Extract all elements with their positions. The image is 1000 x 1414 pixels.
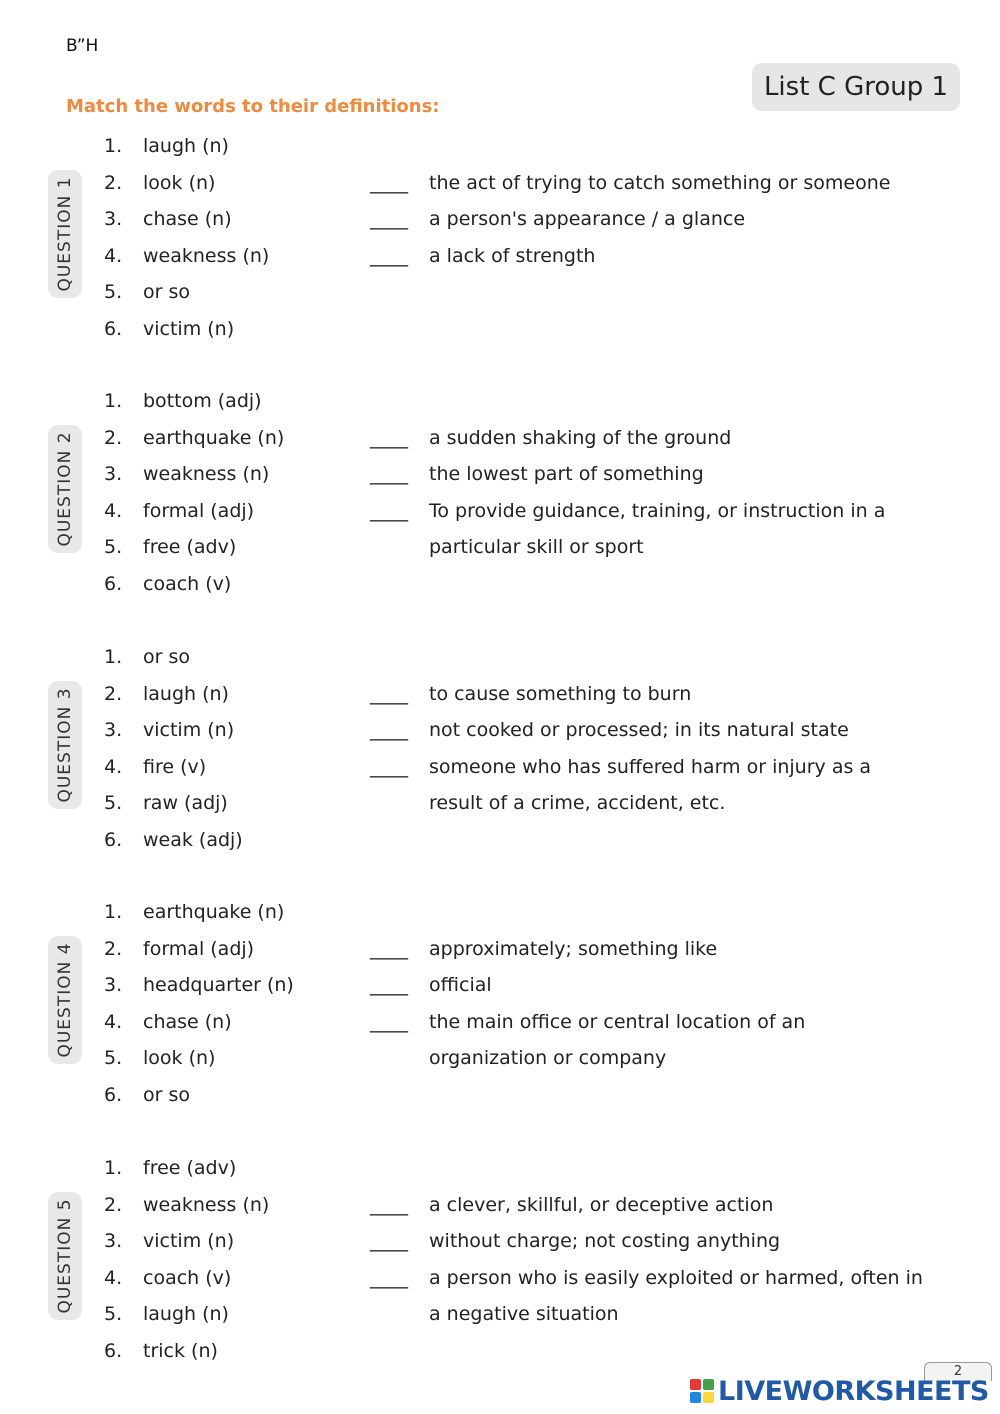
answer-blank[interactable]: ____ <box>370 1266 408 1289</box>
word-number: 5. <box>104 1303 123 1326</box>
question-label <box>48 1192 82 1320</box>
definition-text: without charge; not costing anything <box>429 1230 781 1253</box>
header-bh: B”H <box>66 36 99 56</box>
question-label <box>48 681 82 809</box>
question-block <box>0 639 1000 859</box>
logo-square-blue <box>690 1392 701 1403</box>
question-label-text: QUESTION 5 <box>55 1198 75 1314</box>
answer-blank[interactable]: ____ <box>370 1230 408 1253</box>
word-number: 3. <box>104 974 123 997</box>
word-number: 1. <box>104 390 123 412</box>
word-text: free (adv) <box>143 1157 237 1179</box>
word-text: weakness (n) <box>143 244 270 267</box>
word-number: 1. <box>104 901 123 923</box>
word-text: fire (v) <box>143 755 207 778</box>
word-number: 1. <box>104 135 123 157</box>
word-text: coach (v) <box>143 573 232 595</box>
word-text: bottom (adj) <box>143 390 262 412</box>
word-text: or so <box>143 281 190 304</box>
liveworksheets-logo-icon <box>690 1379 714 1403</box>
word-number: 4. <box>104 1010 123 1033</box>
answer-blank[interactable]: ____ <box>370 426 408 449</box>
word-text: or so <box>143 646 190 668</box>
definition-text: the lowest part of something <box>429 463 704 486</box>
word-text: look (n) <box>143 171 216 194</box>
word-number: 3. <box>104 719 123 742</box>
question-block <box>0 128 1000 348</box>
question-block <box>0 894 1000 1114</box>
word-number: 2. <box>104 1193 123 1216</box>
word-number: 2. <box>104 682 123 705</box>
word-text: chase (n) <box>143 208 232 231</box>
definition-text: a negative situation <box>429 1303 619 1326</box>
page-number-tab: 2 <box>924 1362 992 1381</box>
definition-text: the main office or central location of an <box>429 1010 806 1033</box>
word-text: coach (v) <box>143 1266 232 1289</box>
word-text: victim (n) <box>143 719 235 742</box>
word-number: 5. <box>104 536 123 559</box>
definition-text: particular skill or sport <box>429 536 644 559</box>
logo-square-red <box>690 1379 701 1390</box>
question-block <box>0 1150 1000 1370</box>
word-text: formal (adj) <box>143 937 255 960</box>
word-number: 3. <box>104 208 123 231</box>
word-text: formal (adj) <box>143 499 255 522</box>
liveworksheets-logo <box>690 1374 989 1408</box>
word-number: 6. <box>104 318 123 340</box>
word-number: 6. <box>104 1084 123 1106</box>
word-text: headquarter (n) <box>143 974 294 997</box>
question-label-text: QUESTION 2 <box>55 431 75 547</box>
word-number: 3. <box>104 463 123 486</box>
word-text: trick (n) <box>143 1340 218 1362</box>
word-number: 1. <box>104 1157 123 1179</box>
word-text: look (n) <box>143 1047 216 1070</box>
word-number: 2. <box>104 171 123 194</box>
question-label <box>48 170 82 298</box>
word-text: weakness (n) <box>143 1193 270 1216</box>
definition-text: the act of trying to catch something or someone <box>429 171 891 194</box>
word-text: weak (adj) <box>143 829 243 851</box>
definition-text: not cooked or processed; in its natural state <box>429 719 849 742</box>
logo-square-green <box>703 1379 714 1390</box>
answer-blank[interactable]: ____ <box>370 974 408 997</box>
word-number: 5. <box>104 281 123 304</box>
word-text: raw (adj) <box>143 792 228 815</box>
word-text: laugh (n) <box>143 1303 229 1326</box>
answer-blank[interactable]: ____ <box>370 937 408 960</box>
logo-text: LIVEWORKSHEETS <box>718 1375 989 1407</box>
answer-blank[interactable]: ____ <box>370 1193 408 1216</box>
answer-blank[interactable]: ____ <box>370 1010 408 1033</box>
word-number: 4. <box>104 244 123 267</box>
definition-text: a person's appearance / a glance <box>429 208 746 231</box>
word-text: victim (n) <box>143 1230 235 1253</box>
word-text: victim (n) <box>143 318 235 340</box>
definition-text: result of a crime, accident, etc. <box>429 792 726 815</box>
question-label-text: QUESTION 4 <box>55 942 75 1058</box>
group-title-badge: List C Group 1 <box>752 63 960 111</box>
logo-square-yellow <box>703 1392 714 1403</box>
instruction-heading: Match the words to their definitions: <box>66 96 440 117</box>
answer-blank[interactable]: ____ <box>370 499 408 522</box>
word-number: 1. <box>104 646 123 668</box>
word-text: laugh (n) <box>143 682 229 705</box>
answer-blank[interactable]: ____ <box>370 208 408 231</box>
definition-text: a person who is easily exploited or harmed, often in <box>429 1266 923 1289</box>
definition-text: official <box>429 974 492 997</box>
word-text: free (adv) <box>143 536 237 559</box>
word-number: 6. <box>104 1340 123 1362</box>
word-text: earthquake (n) <box>143 426 285 449</box>
word-text: chase (n) <box>143 1010 232 1033</box>
word-text: earthquake (n) <box>143 901 285 923</box>
question-label <box>48 936 82 1064</box>
word-text: or so <box>143 1084 190 1106</box>
definition-text: a sudden shaking of the ground <box>429 426 732 449</box>
word-number: 3. <box>104 1230 123 1253</box>
word-number: 5. <box>104 792 123 815</box>
question-label <box>48 425 82 553</box>
definition-text: a lack of strength <box>429 244 596 267</box>
definition-text: approximately; something like <box>429 937 718 960</box>
answer-blank[interactable]: ____ <box>370 463 408 486</box>
answer-blank[interactable]: ____ <box>370 244 408 267</box>
word-number: 5. <box>104 1047 123 1070</box>
word-number: 6. <box>104 829 123 851</box>
word-number: 4. <box>104 755 123 778</box>
word-number: 2. <box>104 426 123 449</box>
word-number: 4. <box>104 1266 123 1289</box>
answer-blank[interactable]: ____ <box>370 171 408 194</box>
word-number: 2. <box>104 937 123 960</box>
question-label-text: QUESTION 3 <box>55 687 75 803</box>
word-text: weakness (n) <box>143 463 270 486</box>
definition-text: to cause something to burn <box>429 682 692 705</box>
word-number: 4. <box>104 499 123 522</box>
word-number: 6. <box>104 573 123 595</box>
question-block <box>0 383 1000 603</box>
answer-blank[interactable]: ____ <box>370 719 408 742</box>
definition-text: a clever, skillful, or deceptive action <box>429 1193 774 1216</box>
definition-text: someone who has suffered harm or injury as a <box>429 755 872 778</box>
answer-blank[interactable]: ____ <box>370 682 408 705</box>
word-text: laugh (n) <box>143 135 229 157</box>
question-label-text: QUESTION 1 <box>55 176 75 292</box>
definition-text: organization or company <box>429 1047 667 1070</box>
answer-blank[interactable]: ____ <box>370 755 408 778</box>
definition-text: To provide guidance, training, or instruction in a <box>429 499 886 522</box>
